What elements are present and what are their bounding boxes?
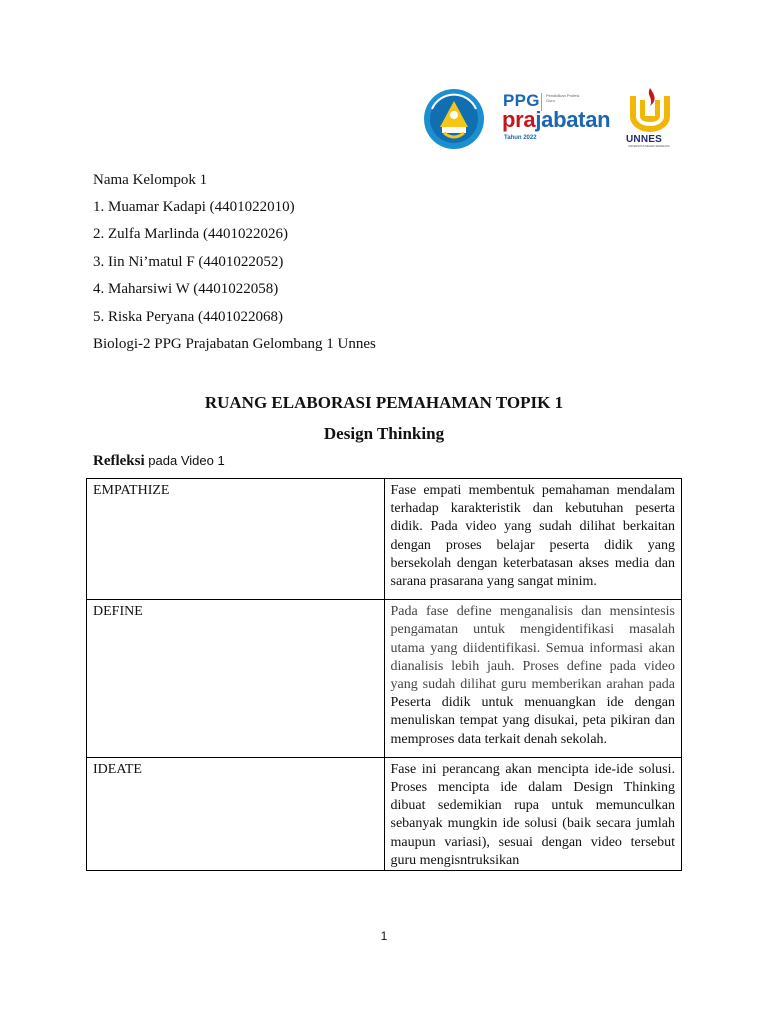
- member-1: 1. Muamar Kadapi (4401022010): [93, 199, 295, 215]
- prajabatan-logo-text-a: pra: [502, 107, 536, 132]
- description-cell: [384, 600, 682, 758]
- member-4: 4. Maharsiwi W (4401022058): [93, 281, 279, 297]
- member-3: 3. Iin Ni’matul F (4401022052): [93, 254, 284, 270]
- unnes-logo: [624, 86, 676, 150]
- table-row: [87, 479, 682, 600]
- document-subtitle: Design Thinking: [323, 424, 445, 443]
- description-text-black: Peserta didik untuk menuangkan ide dengan menuliskan tempat yang disukai, peta pikiran dan memproses data terkait denah sekolah.: [390, 695, 675, 747]
- prajabatan-logo-text: [502, 107, 610, 133]
- prajabatan-logo-text-b: jabatan: [535, 107, 611, 132]
- ppg-logo-text: PPG: [503, 91, 540, 110]
- ppg-prajabatan-logo: [501, 87, 613, 149]
- phase-cell: EMPATHIZE: [87, 479, 385, 600]
- table-row: [87, 757, 682, 870]
- refleksi-label: [93, 453, 225, 470]
- unnes-logo-text: UNNES: [626, 134, 663, 145]
- ppg-logo-year: Tahun 2022: [504, 135, 537, 141]
- refleksi-bold: Refleksi: [93, 453, 145, 469]
- page-number: 1: [380, 929, 388, 943]
- design-thinking-table: [86, 478, 682, 871]
- member-2: 2. Zulfa Marlinda (4401022026): [93, 226, 288, 242]
- tut-wuri-handayani-logo: [422, 87, 486, 151]
- document-title: RUANG ELABORASI PEMAHAMAN TOPIK 1: [204, 393, 564, 412]
- member-5: 5. Riska Peryana (4401022068): [93, 309, 283, 325]
- phase-cell: IDEATE: [87, 757, 385, 870]
- description-text-gray: Pada fase define menganalisis dan mensintesis pengamatan untuk mengidentifikasi masalah utama yang diidentifikasi. Semua informasi akan dianalisis lebih jauh. Proses define pada video yang sudah dilihat guru memberikan arahan pada: [390, 604, 675, 693]
- ppg-logo-subtext: Pendidikan Profesi Guru: [546, 93, 580, 103]
- phase-cell: DEFINE: [87, 600, 385, 758]
- unnes-logo-subtext: UNIVERSITAS NEGERI SEMARANG: [628, 145, 670, 148]
- table-row: [87, 600, 682, 758]
- description-cell: Fase ini perancang akan mencipta ide-ide solusi. Proses mencipta ide dalam Design Thinking dibuat sedemikian rupa untuk memunculkan sebanyak mungkin ide solusi (baik secara jumlah maupun variasi), sesuai dengan video tersebut guru mengisntruksikan: [384, 757, 682, 870]
- description-cell: Fase empati membentuk pemahaman mendalam terhadap karakteristik dan kebutuhan peserta didik. Pada video yang sudah dilihat berkaitan dengan proses belajar peserta didik yang bersekolah dengan keterbatasan akses media dan sarana prasarana yang sangat minim.: [384, 479, 682, 600]
- refleksi-rest: pada Video 1: [144, 453, 225, 468]
- group-title: Nama Kelompok 1: [93, 172, 208, 188]
- program-line: Biologi-2 PPG Prajabatan Gelombang 1 Unnes: [93, 336, 376, 352]
